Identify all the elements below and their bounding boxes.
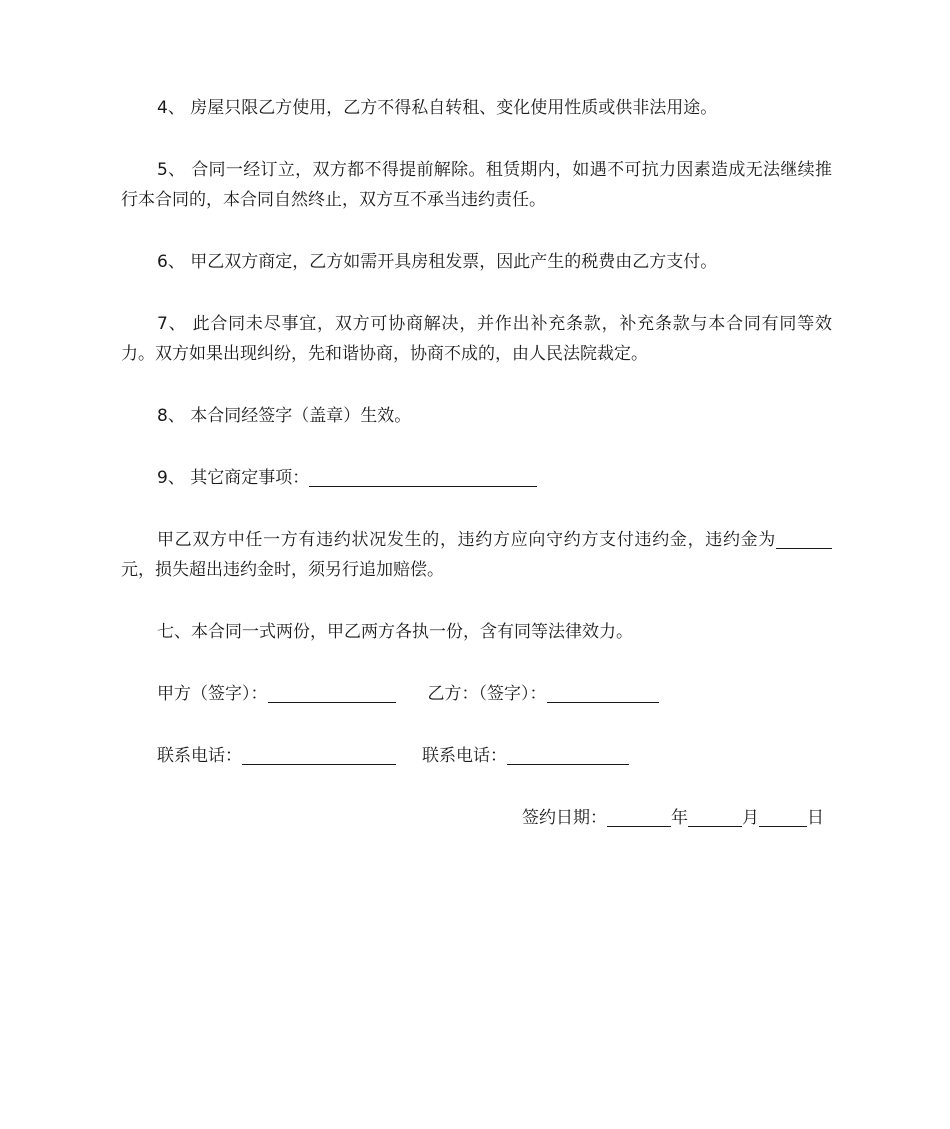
clause-4 bbox=[121, 93, 832, 123]
clause-number: 8、 bbox=[157, 406, 185, 426]
date-day-blank[interactable] bbox=[759, 810, 807, 827]
clause-text: 合同一经订立，双方都不得提前解除。租赁期内，如遇不可抗力因素造成无法继续推行本合同的，本合同自然终止，双方互不承当违约责任。 bbox=[121, 160, 833, 210]
signing-date-label: 签约日期： bbox=[522, 808, 607, 828]
clause-number: 4、 bbox=[157, 98, 185, 118]
phone-b-blank[interactable] bbox=[507, 748, 629, 765]
penalty-amount-blank-2[interactable] bbox=[800, 532, 832, 549]
phone-a-blank[interactable] bbox=[242, 748, 396, 765]
copies-text: 七、本合同一式两份，甲乙两方各执一份，含有同等法律效力。 bbox=[157, 622, 633, 642]
other-terms-blank[interactable] bbox=[309, 470, 537, 487]
clause-7 bbox=[121, 309, 832, 369]
signature-row bbox=[121, 679, 832, 709]
clause-number: 7、 bbox=[157, 314, 187, 334]
clause-text: 房屋只限乙方使用，乙方不得私自转租、变化使用性质或供非法用途。 bbox=[190, 98, 718, 118]
clause-number: 6、 bbox=[157, 252, 185, 272]
phone-b-label: 联系电话： bbox=[422, 746, 507, 766]
party-a-label: 甲方（签字）： bbox=[157, 684, 268, 704]
clause-9-label: 其它商定事项： bbox=[190, 468, 310, 488]
date-year-unit: 年 bbox=[671, 808, 688, 828]
clause-number: 5、 bbox=[157, 160, 186, 180]
clause-text: 甲乙双方商定，乙方如需开具房租发票，因此产生的税费由乙方支付。 bbox=[190, 252, 718, 272]
date-day-unit: 日 bbox=[807, 808, 824, 828]
party-b-label: 乙方：（签字）： bbox=[427, 684, 547, 704]
clause-text: 此合同未尽事宜，双方可协商解决，并作出补充条款，补充条款与本合同有同等效力。双方如果出现纠纷，先和谐协商，协商不成的，由人民法院裁定。 bbox=[121, 314, 832, 364]
date-year-blank[interactable] bbox=[607, 810, 671, 827]
phone-a-label: 联系电话： bbox=[157, 746, 242, 766]
copies-clause bbox=[121, 617, 832, 647]
date-month-unit: 月 bbox=[742, 808, 759, 828]
party-a-signature-blank[interactable] bbox=[268, 686, 396, 703]
clause-8 bbox=[121, 401, 832, 431]
phone-row bbox=[121, 741, 832, 771]
clause-text: 本合同经签字（盖章）生效。 bbox=[190, 406, 412, 426]
clause-6 bbox=[121, 247, 832, 277]
clause-number: 9、 bbox=[157, 468, 185, 488]
penalty-text-before: 甲乙双方中任一方有违约状况发生的，违约方应向守约方支付违约金，违约金为 bbox=[157, 530, 776, 550]
party-b-signature-blank[interactable] bbox=[547, 686, 659, 703]
clause-9 bbox=[121, 463, 832, 493]
contract-page bbox=[121, 93, 832, 833]
date-month-blank[interactable] bbox=[688, 810, 742, 827]
penalty-text-after: 元，损失超出违约金时，须另行追加赔偿。 bbox=[121, 560, 444, 580]
signing-date-row bbox=[121, 803, 832, 833]
clause-5 bbox=[121, 155, 832, 215]
penalty-clause bbox=[121, 525, 832, 585]
